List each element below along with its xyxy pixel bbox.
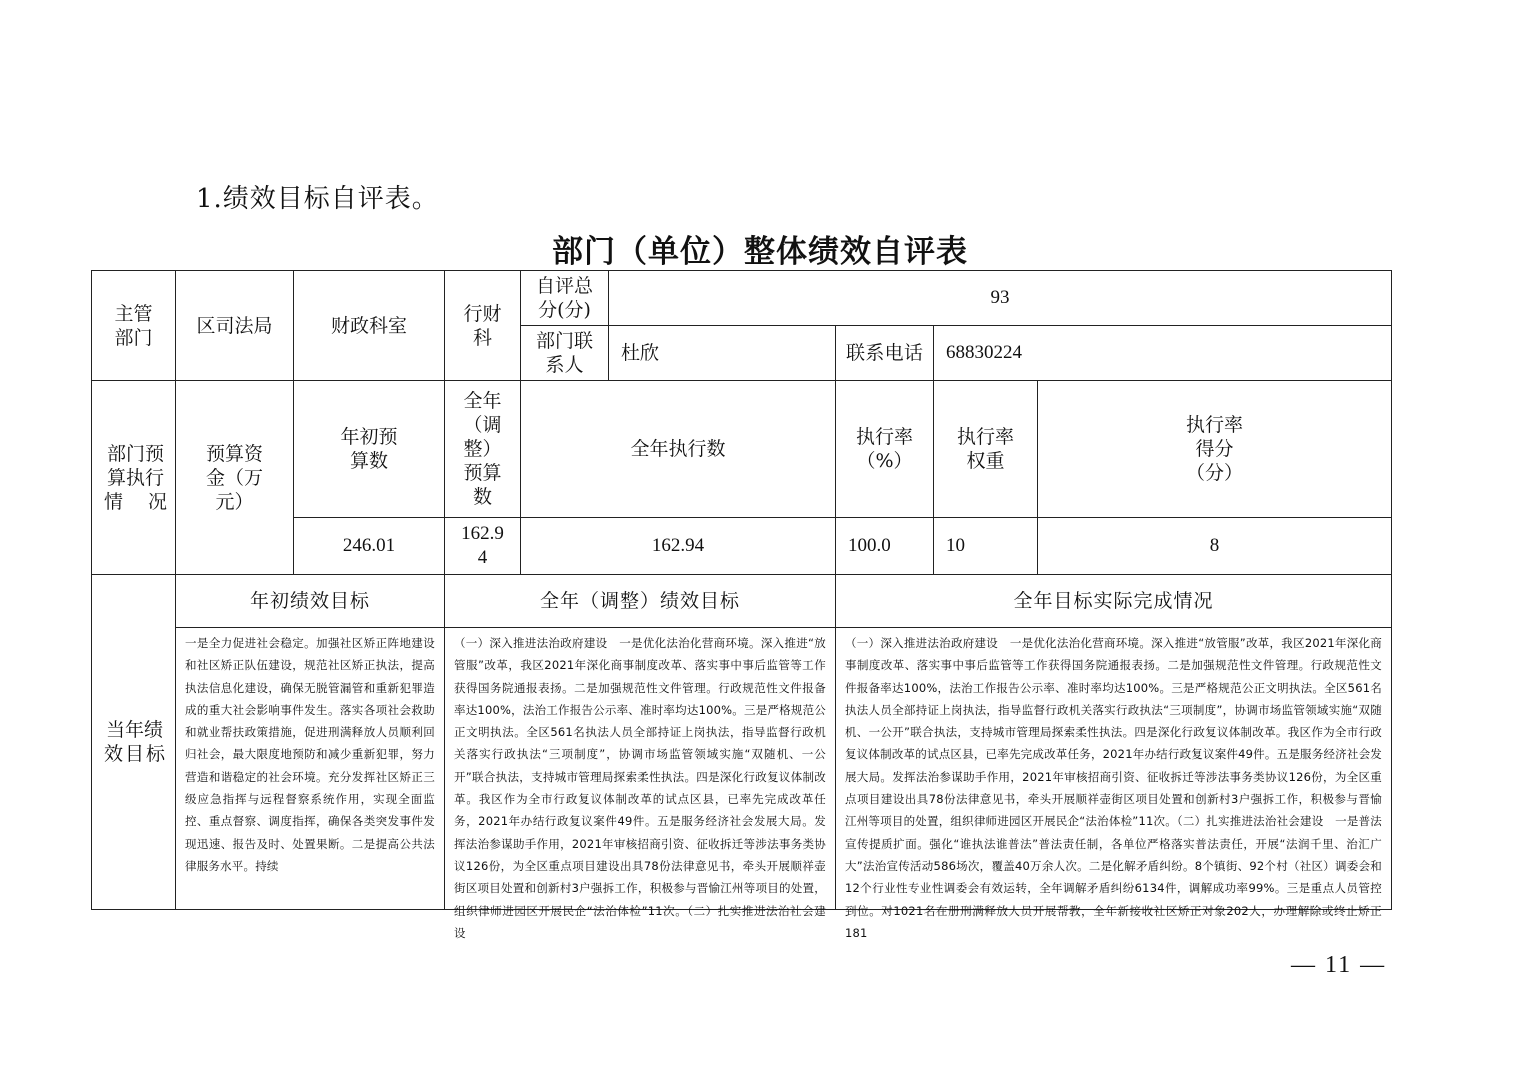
budget-fund-label: 预算资金（万元） xyxy=(176,381,294,575)
value-weight: 10 xyxy=(934,518,1038,575)
actual-completion-cell xyxy=(836,628,1392,940)
header-initial-goals: 年初绩效目标 xyxy=(176,575,445,628)
header-rate: 执行率（%） xyxy=(836,381,934,518)
adjusted-goals-text: （一）深入推进法治政府建设 一是优化法治化营商环境。深入推进“放管服”改革，我区2021年深化商事制度改革、落实事中事后监管等工作获得国务院通报表扬。二是加强规范性文件管理。行政规范性文件报备率达100%，法治工作报告公示率、准时率均达100%。三是严格规范公正文明执法。全区561名执法人员全部持证上岗执法，指导监督行政机关落实行政执法“三项制度”，协调市场监管领域实施“双随机、一公开”联合执法，支持城市管理局探索柔性执法。四是深化行政复议体制改革。我区作为全市行政复议体制改革的试点区县，已率先完成改革任务，2021年办结行政复议案件49件。五是服务经济社会发展大局。发挥法治参谋助手作用，2021年审核招商引资、征收拆迁等涉法事务类协议126份，为全区重点项目建设出具78份法律意见书，牵头开展顺祥壶街区项目处置和创新村3户强拆工作，积极参与晋愉江州等项目的处置，组织律师进园区开展民企“法治体检”11次。（二）扎实推进法治社会建设 xyxy=(454,636,826,940)
score-label: 自评总分(分) xyxy=(521,271,609,326)
phone-value: 68830224 xyxy=(934,326,1392,381)
header-adjusted-budget: 全年（调整）预算数 xyxy=(445,381,521,518)
header-adjusted-goals: 全年（调整）绩效目标 xyxy=(445,575,836,628)
section-value: 财政科室 xyxy=(294,271,445,381)
contact-label: 部门联系人 xyxy=(521,326,609,381)
page-number: — 11 — xyxy=(1291,952,1387,978)
value-rate: 100.0 xyxy=(836,518,934,575)
score-value: 93 xyxy=(609,271,1392,326)
header-executed: 全年执行数 xyxy=(521,381,836,518)
phone-label: 联系电话 xyxy=(836,326,934,381)
adjusted-goals-cell xyxy=(445,628,836,940)
dept-label: 主管部门 xyxy=(92,271,176,381)
section-label: 行财科 xyxy=(445,271,521,381)
page-title: 部门（单位）整体绩效自评表 xyxy=(552,234,968,270)
dept-value: 区司法局 xyxy=(176,271,294,381)
budget-row-label: 部门预算执行情况 xyxy=(92,381,176,575)
contact-value: 杜欣 xyxy=(609,326,836,381)
header-score: 执行率得分（分） xyxy=(1038,381,1392,518)
header-weight: 执行率权重 xyxy=(934,381,1038,518)
section-heading: 1.绩效目标自评表。 xyxy=(196,184,439,214)
actual-completion-text: （一）深入推进法治政府建设 一是优化法治化营商环境。深入推进“放管服”改革，我区2021年深化商事制度改革、落实事中事后监管等工作获得国务院通报表扬。二是加强规范性文件管理。行政规范性文件报备率达100%，法治工作报告公示率、准时率均达100%。三是严格规范公正文明执法。全区561名执法人员全部持证上岗执法，指导监督行政机关落实行政执法“三项制度”，协调市场监管领域实施“双随机、一公开”联合执法，支持城市管理局探索柔性执法。四是深化行政复议体制改革。我区作为全市行政复议体制改革的试点区县，已率先完成改革任务，2021年办结行政复议案件49件。五是服务经济社会发展大局。发挥法治参谋助手作用，2021年审核招商引资、征收拆迁等涉法事务类协议126份，为全区重点项目建设出具78份法律意见书，牵头开展顺祥壶街区项目处置和创新村3户强拆工作，积极参与晋愉江州等项目的处置，组织律师进园区开展民企“法治体检”11次。（二）扎实推进法治社会建设 一是普法宣传提质扩面。强化“谁执法谁普法”普法责任制，各单位严格落实普法责任，开展“法润千里、治汇广大”法治宣传活动586场次，覆盖40万余人次。二是化解矛盾纠纷。8个镇街、92个村（社区）调委会和12个行业性专业性调委会有效运转，全年调解矛盾纠纷6134件，调解成功率99%。三是重点人员管控到位。对1021名在册刑满释放人员开展帮教，全年新接收社区矫正对象202人，办理解除或终止矫正181 xyxy=(845,636,1382,940)
initial-goals-cell xyxy=(176,628,445,910)
value-score: 8 xyxy=(1038,518,1392,575)
goals-row-label: 当年绩效目标 xyxy=(92,575,176,910)
value-initial-budget: 246.01 xyxy=(294,518,445,575)
initial-goals-text: 一是全力促进社会稳定。加强社区矫正阵地建设和社区矫正队伍建设，规范社区矫正执法，提高执法信息化建设，确保无脱管漏管和重新犯罪造成的重大社会影响事件发生。落实各项社会救助和就业帮扶政策措施，促进刑满释放人员顺利回归社会，最大限度地预防和减少重新犯罪，努力营造和谐稳定的社会环境。充分发挥社区矫正三级应急指挥与远程督察系统作用，实现全面监控、重点督察、调度指挥，确保各类突发事件发现迅速、报告及时、处置果断。二是提高公共法律服务水平。持续 xyxy=(185,636,435,873)
value-executed: 162.94 xyxy=(521,518,836,575)
header-actual-completion: 全年目标实际完成情况 xyxy=(836,575,1392,628)
self-evaluation-table xyxy=(91,270,1392,940)
value-adjusted-budget: 162.94 xyxy=(445,518,521,575)
header-initial-budget: 年初预算数 xyxy=(294,381,445,518)
